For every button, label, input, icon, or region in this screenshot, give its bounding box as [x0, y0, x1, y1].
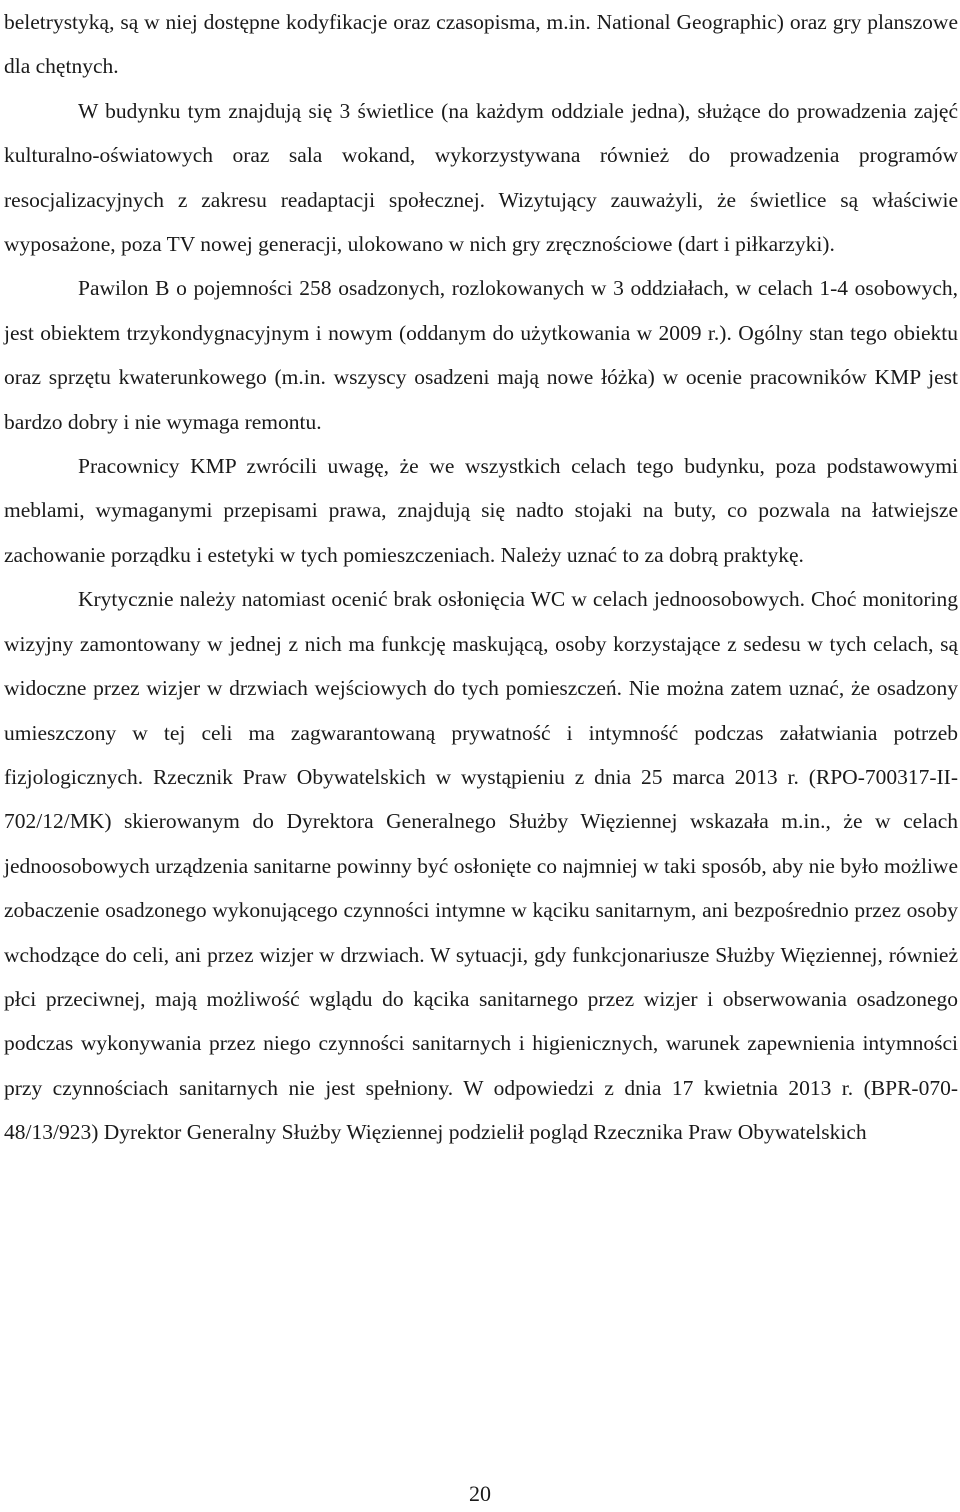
document-page [4, 0, 958, 1155]
page-number: 20 [469, 1481, 491, 1506]
paragraph-5: Krytycznie należy natomiast ocenić brak osłonięcia WC w celach jednoosobowych. Choć monitoring wizyjny zamontowany w jednej z nich ma funkcję maskującą, osoby korzystające z sedesu w tych celach, są widoczne przez wizjer w drzwiach wejściowych do tych pomieszczeń. Nie można zatem uznać, że osadzony umieszczony w tej celi ma zagwarantowaną prywatność i intymność podczas załatwiania potrzeb fizjologicznych. Rzecznik Praw Obywatelskich w wystąpieniu z dnia 25 marca 2013 r. (RPO-700317-II-702/12/MK) skierowanym do Dyrektora Generalnego Służby Więziennej wskazała m.in., że w celach jednoosobowych urządzenia sanitarne powinny być osłonięte co najmniej w taki sposób, aby nie było możliwe zobaczenie osadzonego wykonującego czynności intymne w kąciku sanitarnym, ani bezpośrednio przez osoby wchodzące do celi, ani przez wizjer w drzwiach. W sytuacji, gdy funkcjonariusze Służby Więziennej, również płci przeciwnej, mają możliwość wglądu do kącika sanitarnego przez wizjer i obserwowania osadzonego podczas wykonywania przez niego czynności sanitarnych i higienicznych, warunek zapewnienia intymności przy czynnościach sanitarnych nie jest spełniony. W odpowiedzi z dnia 17 kwietnia 2013 r. (BPR-070-48/13/923) Dyrektor Generalny Służby Więziennej podzielił pogląd Rzecznika Praw Obywatelskich [4, 587, 958, 1145]
paragraph-4: Pracownicy KMP zwrócili uwagę, że we wszystkich celach tego budynku, poza podstawowymi meblami, wymaganymi przepisami prawa, znajdują się nadto stojaki na buty, co pozwala na łatwiejsze zachowanie porządku i estetyki w tych pomieszczeniach. Należy uznać to za dobrą praktykę. [4, 454, 958, 567]
paragraph-1: beletrystyką, są w niej dostępne kodyfikacje oraz czasopisma, m.in. National Geographic) oraz gry planszowe dla chętnych. [4, 10, 958, 79]
paragraph-2: W budynku tym znajdują się 3 świetlice (na każdym oddziale jedna), służące do prowadzenia zajęć kulturalno-oświatowych oraz sala wokand, wykorzystywana również do prowadzenia programów resocjalizacyjnych z zakresu readaptacji społecznej. Wizytujący zauważyli, że świetlice są właściwie wyposażone, poza TV nowej generacji, ulokowano w nich gry zręcznościowe (dart i piłkarzyki). [4, 98, 958, 257]
document-body [4, 0, 958, 1155]
paragraph-3: Pawilon B o pojemności 258 osadzonych, rozlokowanych w 3 oddziałach, w celach 1-4 osobowych, jest obiektem trzykondygnacyjnym i nowym (oddanym do użytkowania w 2009 r.). Ogólny stan tego obiektu oraz sprzętu kwaterunkowego (m.in. wszyscy osadzeni mają nowe łóżka) w ocenie pracowników KMP jest bardzo dobry i nie wymaga remontu. [4, 276, 958, 434]
